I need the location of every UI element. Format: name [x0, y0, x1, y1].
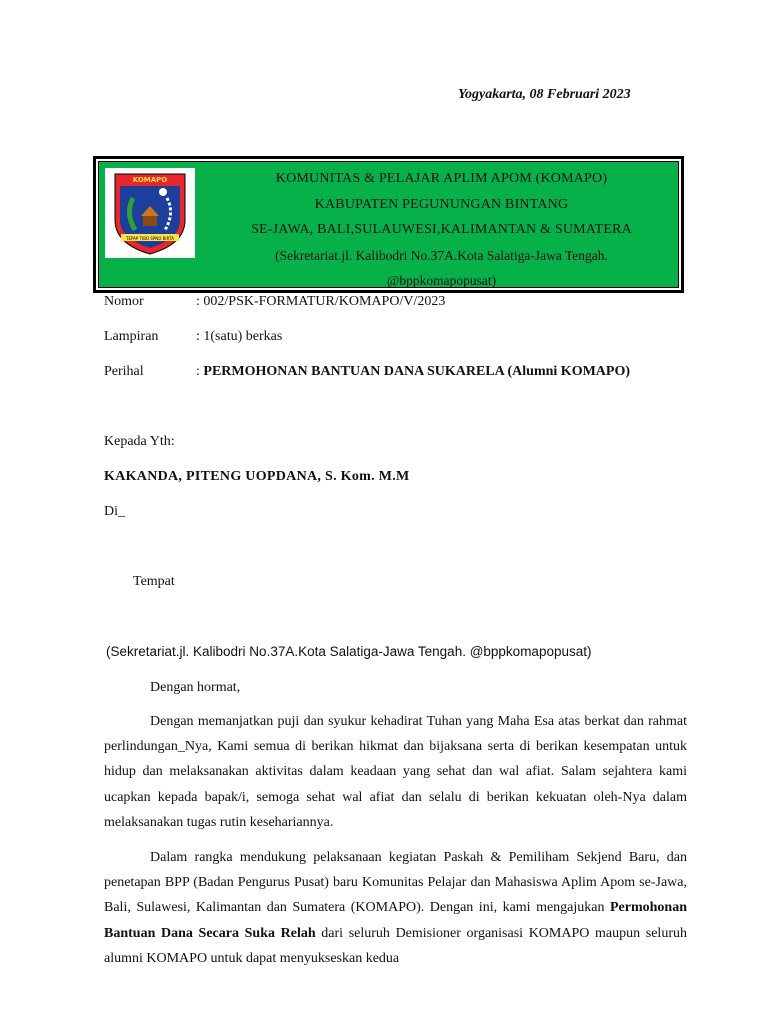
greeting: Dengan hormat, — [150, 680, 241, 695]
letterhead-panel — [98, 161, 679, 288]
kepada-yth: Kepada Yth: — [104, 434, 175, 449]
logo-motto: TEPAP TIBO SPNO BIRTA — [126, 236, 174, 241]
komapo-emblem-icon — [105, 168, 195, 258]
paragraph-2-bold: Permohonan Bantuan Dana Secara Suka Relah — [104, 900, 687, 941]
perihal-label: Perihal — [104, 364, 144, 379]
logo-title: KOMAPO — [132, 176, 168, 184]
letterhead — [93, 156, 684, 293]
secretariat-address: (Sekretariat.jl. Kalibodri No.37A.Kota Salatiga-Jawa Tengah. @bppkomapopusat) — [106, 644, 592, 659]
letterhead-text — [209, 166, 674, 294]
nomor-label: Nomor — [104, 294, 144, 309]
body-paragraph-1 — [104, 709, 687, 835]
paragraph-2-text-b: dari seluruh Demisioner organisasi KOMAPO maupun seluruh alumni KOMAPO untuk dapat menyukseskan kedua — [104, 925, 687, 966]
komapo-logo — [105, 168, 195, 258]
perihal-value: PERMOHONAN BANTUAN DANA SUKARELA (Alumni KOMAPO) — [203, 364, 631, 379]
lampiran-label: Lampiran — [104, 329, 159, 344]
org-name: KOMUNITAS & PELAJAR APLIM APOM (KOMAPO) — [275, 171, 608, 186]
org-social: @bppkomapopusat) — [386, 273, 497, 288]
paragraph-1-text: Dengan memanjatkan puji dan syukur kehadirat Tuhan yang Maha Esa atas berkat dan rahmat perlindungan_Nya, Kami semua di berikan hikmat dan bijaksana serta di berikan kesempatan untuk hidup dan melaksanakan aktivitas dalam keadaan yang sehat dan wal afiat. Salam sejahtera kami ucapkan kepada bapak/i, semoga sehat wal afiat dan selalu di berikan kekuatan oleh-Nya dalam melaksanakan tugas rutin kesehariannya. — [104, 714, 687, 830]
paragraph-2-text-a: Dalam rangka mendukung pelaksanaan kegiatan Paskah & Pemiliham Sekjend Baru, dan penetapan BPP (Badan Pengurus Pusat) baru Komunitas Pelajar dan Mahasiswa Aplim Apom se-Jawa, Bali, Sulawesi, Kalimantan dan Sumatera (KOMAPO). Dengan ini, kami mengajukan — [104, 850, 687, 916]
nomor-value: : 002/PSK-FORMATUR/KOMAPO/V/2023 — [196, 294, 446, 309]
recipient-place: Tempat — [133, 574, 175, 589]
org-address: (Sekretariat.jl. Kalibodri No.37A.Kota Salatiga-Jawa Tengah. — [275, 247, 608, 263]
lampiran-value: : 1(satu) berkas — [196, 329, 283, 344]
body-paragraph-2 — [104, 845, 687, 971]
perihal-colon: : — [196, 364, 204, 379]
perihal-value-wrap — [196, 364, 630, 380]
org-region: SE-JAWA, BALI,SULAUWESI,KALIMANTAN & SUMATERA — [251, 222, 632, 237]
org-regency: KABUPATEN PEGUNUNGAN BINTANG — [314, 196, 569, 212]
recipient-name: KAKANDA, PITENG UOPDANA, S. Kom. M.M — [104, 469, 410, 484]
letter-date: Yogyakarta, 08 Februari 2023 — [458, 87, 631, 102]
recipient-di: Di_ — [104, 504, 125, 519]
